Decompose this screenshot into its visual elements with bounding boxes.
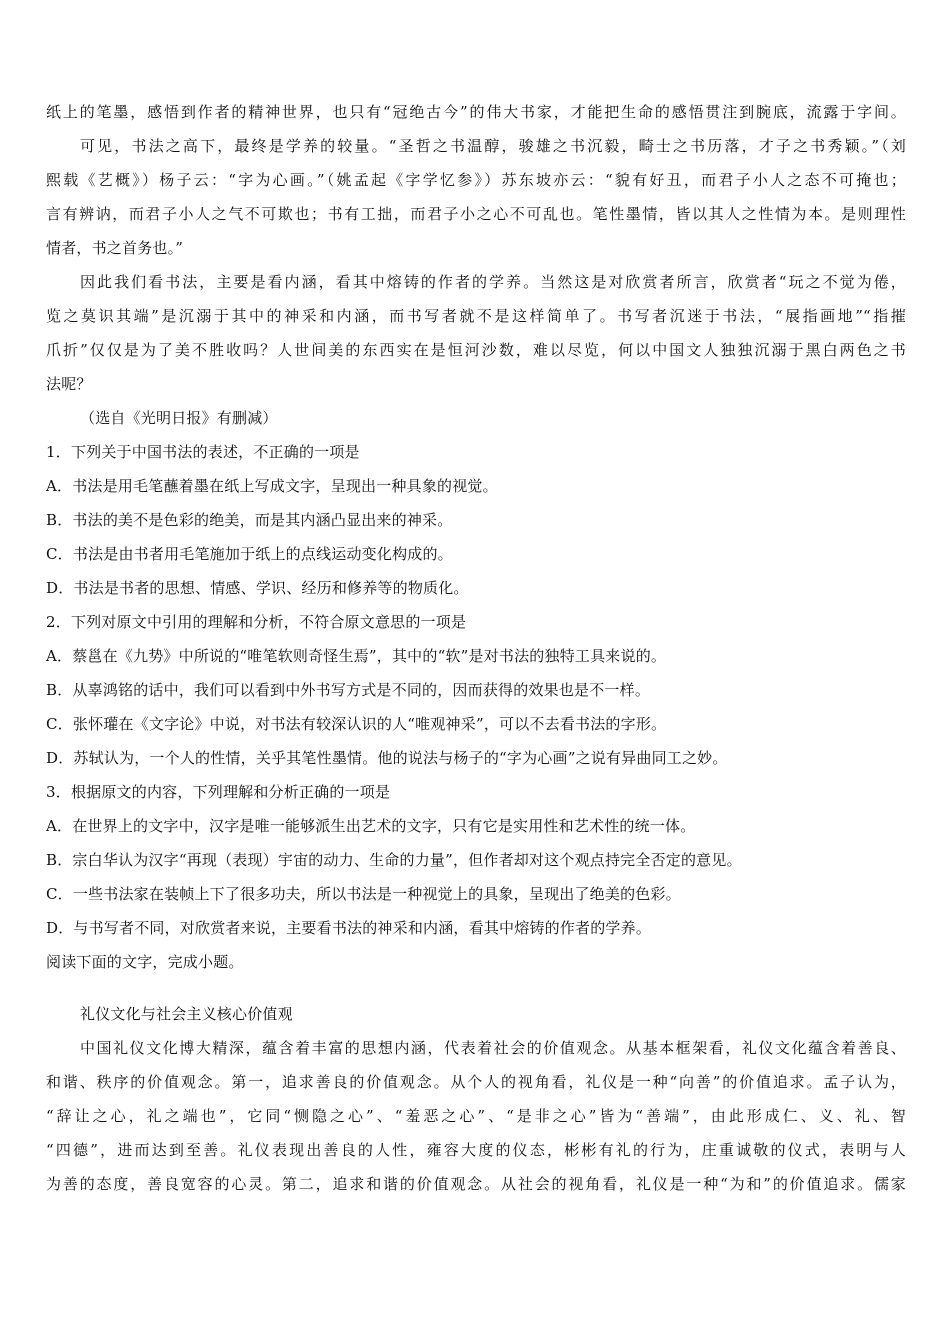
question-option: D．苏轼认为，一个人的性情，关乎其笔性墨情。他的说法与杨子的“字为心画”之说有异曲同工之妙。	[46, 749, 728, 767]
passage1-line: 因此我们看书法，主要是看内涵，看其中熔铸的作者的学养。当然这是对欣赏者所言，欣赏者“玩之不觉为倦，	[80, 273, 906, 291]
question-option: A．蔡邕在《九势》中所说的“唯笔软则奇怪生焉”，其中的“软”是对书法的独特工具来说的。	[46, 647, 667, 665]
question-option: C．一些书法家在装帧上下了很多功夫，所以书法是一种视觉上的具象，呈现出了绝美的色彩。	[46, 885, 681, 903]
question-option: B．从辜鸿铭的话中，我们可以看到中外书写方式是不同的，因而获得的效果也是不一样。	[46, 681, 651, 699]
reading-instruction: 阅读下面的文字，完成小题。	[46, 953, 244, 971]
question-option: D．与书写者不同，对欣赏者来说，主要看书法的神采和内涵，看其中熔铸的作者的学养。	[46, 919, 652, 937]
passage2-line: 和谐、秩序的价值观念。第一，追求善良的价值观念。从个人的视角看，礼仪是一种“向善”的价值追求。孟子认为，	[46, 1073, 906, 1091]
question-stem: 3．根据原文的内容，下列理解和分析正确的一项是	[46, 783, 391, 801]
passage1-line: 法呢？	[46, 375, 92, 393]
passage2-title: 礼仪文化与社会主义核心价值观	[80, 1005, 293, 1023]
passage1-line: 可见，书法之高下，最终是学养的较量。“圣哲之书温醇，骏雄之书沉毅，畸士之书历落，才子之书秀颖。”（刘	[80, 137, 906, 155]
passage1-line: 熙载《艺概》）杨子云：“字为心画。”（姚孟起《字学忆参》）苏东坡亦云：“貌有好丑，而君子小人之态不可掩也；	[46, 171, 906, 189]
passage1-line: 情者，书之首务也。”	[46, 239, 184, 257]
passage2-line: “辞让之心，礼之端也”，它同“恻隐之心”、“羞恶之心”、“是非之心”皆为“善端”，由此形成仁、义、礼、智	[46, 1107, 906, 1125]
question-option: C．书法是由书者用毛笔施加于纸上的点线运动变化构成的。	[46, 545, 453, 563]
passage1-line: 爪折”仅仅是为了美不胜收吗？人世间美的东西实在是恒河沙数，难以尽览，何以中国文人独独沉溺于黑白两色之书	[46, 341, 906, 359]
passage2-line: “四德”，进而达到至善。礼仪表现出善良的人性，雍容大度的仪态，彬彬有礼的行为，庄重诚敬的仪式，表明与人	[46, 1141, 906, 1159]
question-stem: 1．下列关于中国书法的表述，不正确的一项是	[46, 443, 360, 461]
question-option: B．宗白华认为汉字“再现（表现）宇宙的动力、生命的力量”，但作者却对这个观点持完全否定的意见。	[46, 851, 742, 869]
question-option: D．书法是书者的思想、情感、学识、经历和修养等的物质化。	[46, 579, 469, 597]
passage1-line: 言有辨讷，而君子小人之气不可欺也；书有工拙，而君子小之心不可乱也。笔性墨情，皆以其人之性情为本。是则理性	[46, 205, 906, 223]
question-option: C．张怀瓘在《文字论》中说，对书法有较深认识的人“唯观神采”，可以不去看书法的字形。	[46, 715, 667, 733]
question-option: A．书法是用毛笔蘸着墨在纸上写成文字，呈现出一种具象的视觉。	[46, 477, 498, 495]
passage1-line: 纸上的笔墨，感悟到作者的精神世界，也只有“冠绝古今”的伟大书家，才能把生命的感悟贯注到腕底，流露于字间。	[46, 103, 906, 121]
question-option: B．书法的美不是色彩的绝美，而是其内涵凸显出来的神采。	[46, 511, 453, 529]
question-option: A．在世界上的文字中，汉字是唯一能够派生出艺术的文字，只有它是实用性和艺术性的统一体。	[46, 817, 696, 835]
question-stem: 2．下列对原文中引用的理解和分析，不符合原文意思的一项是	[46, 613, 467, 631]
passage1-source: （选自《光明日报》有删减）	[80, 409, 278, 427]
passage2-line: 为善的态度，善良宽容的心灵。第二，追求和谐的价值观念。从社会的视角看，礼仪是一种“为和”的价值追求。儒家	[46, 1175, 906, 1193]
passage1-line: 览之莫识其端”是沉溺于其中的神采和内涵，而书写者就不是这样简单了。书写者沉迷于书法，“展指画地”“指摧	[46, 307, 906, 325]
passage2-line: 中国礼仪文化博大精深，蕴含着丰富的思想内涵，代表着社会的价值观念。从基本框架看，礼仪文化蕴含着善良、	[80, 1039, 906, 1057]
